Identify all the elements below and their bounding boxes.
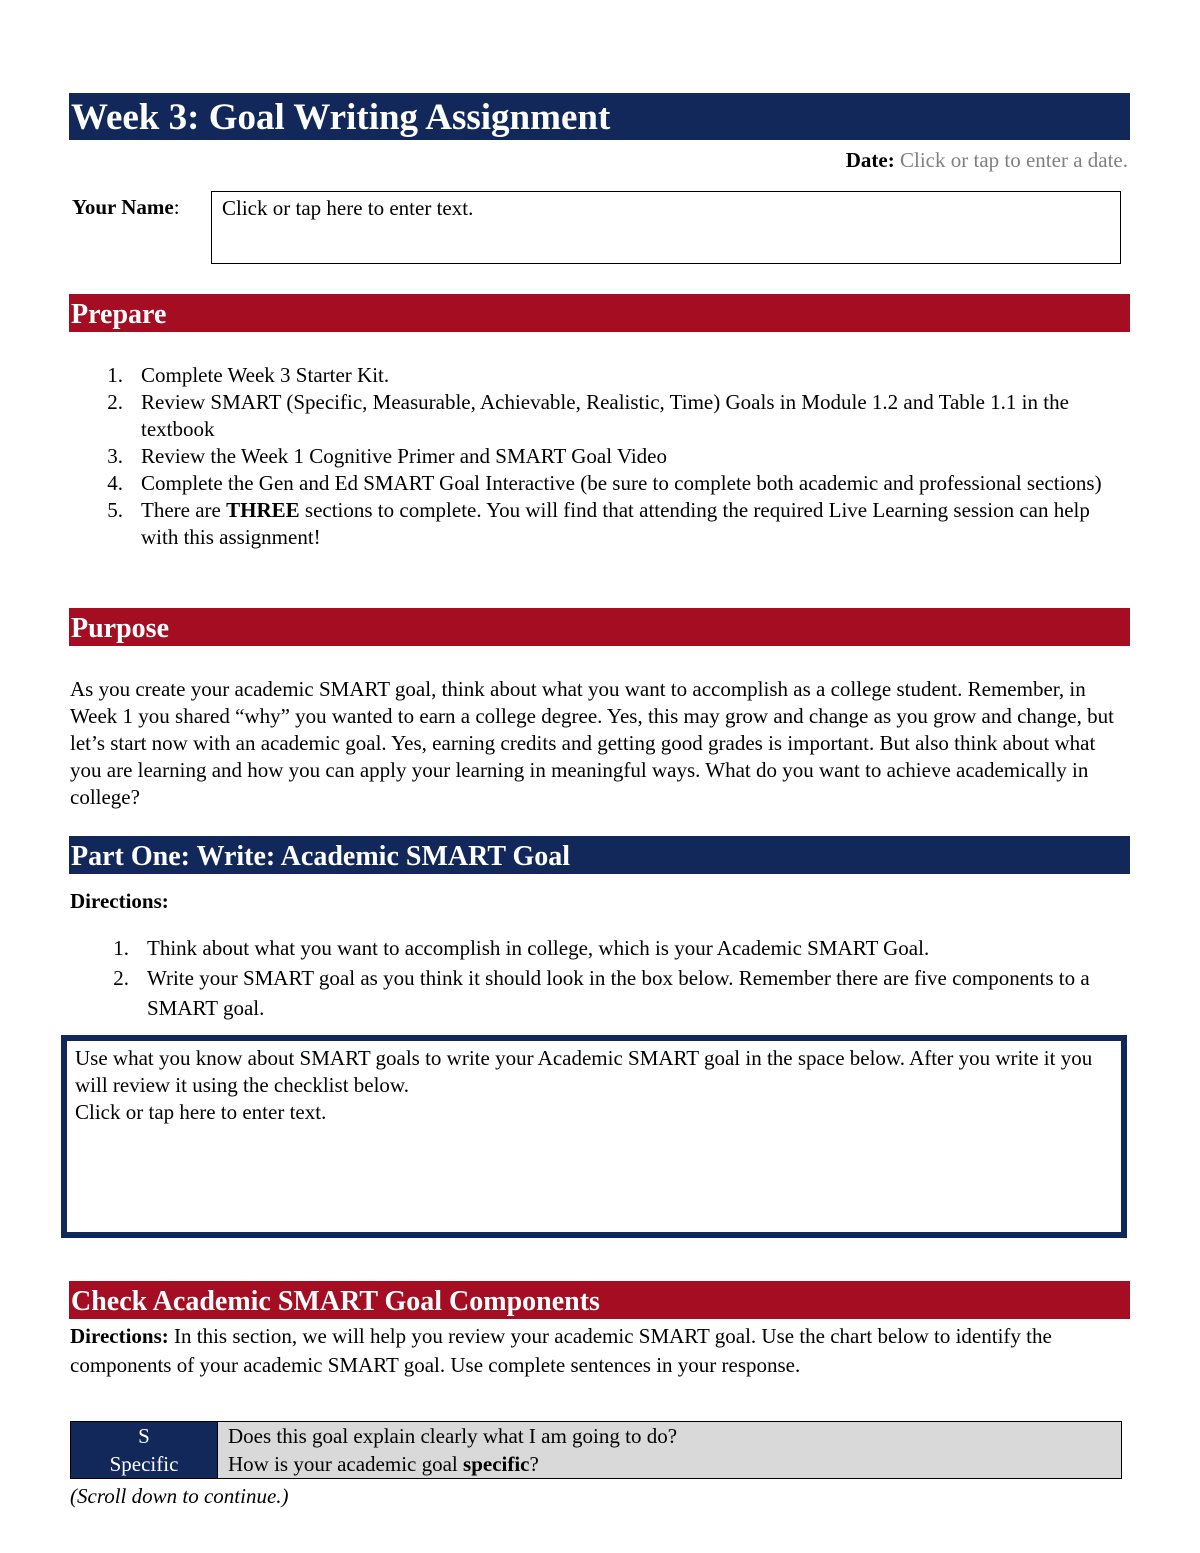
scroll-note: (Scroll down to continue.): [70, 1484, 289, 1508]
list-item-text-bold: THREE: [226, 498, 300, 522]
name-label-colon: :: [173, 195, 180, 219]
smart-question-1: Does this goal explain clearly what I am going to do?: [228, 1424, 678, 1448]
academic-goal-input[interactable]: Click or tap here to enter text.: [75, 1100, 327, 1124]
list-item-text: Review the Week 1 Cognitive Primer and SMART Goal Video: [141, 444, 667, 468]
name-input[interactable]: Click or tap here to enter text.: [211, 191, 1121, 264]
prepare-list: [72, 362, 1130, 551]
page-title: Week 3: Goal Writing Assignment: [69, 93, 1130, 140]
list-item: [72, 443, 1130, 470]
smart-word: Specific: [109, 1452, 179, 1476]
check-directions: [70, 1322, 1130, 1380]
list-item: [72, 963, 1130, 1023]
smart-letter: S: [138, 1424, 150, 1448]
smart-question-2-end: ?: [529, 1452, 539, 1476]
list-number: 2.: [113, 966, 129, 990]
smart-components-table: [70, 1421, 1122, 1479]
smart-letter-cell: [71, 1422, 218, 1479]
purpose-heading: Purpose: [69, 608, 1130, 646]
list-item: [72, 497, 1130, 551]
list-item: [72, 933, 1130, 963]
list-number: 4.: [107, 471, 123, 495]
part-one-heading: Part One: Write: Academic SMART Goal: [69, 836, 1130, 874]
date-row: [846, 147, 1128, 174]
list-item: [72, 362, 1130, 389]
list-number: 2.: [107, 390, 123, 414]
part-one-directions-label: Directions:: [70, 889, 169, 913]
goal-box-instructions: Use what you know about SMART goals to write your Academic SMART goal in the space below. After you write it you will review it using the checklist below.: [75, 1046, 1093, 1097]
list-item: [72, 389, 1130, 443]
date-label: Date:: [845, 148, 895, 172]
name-label-text: Your Name: [72, 195, 174, 219]
date-picker-field[interactable]: Click or tap to enter a date.: [900, 148, 1128, 172]
list-item: [72, 470, 1130, 497]
list-item-text-end: sections to complete. You will find that attending the required Live Learning session can help with this assignment!: [141, 498, 1090, 549]
prepare-heading: Prepare: [69, 294, 1130, 332]
list-number: 1.: [113, 936, 129, 960]
check-directions-label: Directions:: [70, 1324, 169, 1348]
list-item-text: Think about what you want to accomplish in college, which is your Academic SMART Goal.: [147, 936, 930, 960]
list-item-text: Write your SMART goal as you think it should look in the box below. Remember there are five components to a SMART goal.: [147, 966, 1090, 1020]
list-item-text-start: There are: [141, 498, 227, 522]
list-item-text: Complete the Gen and Ed SMART Goal Interactive (be sure to complete both academic and professional sections): [141, 471, 1102, 495]
name-label: [72, 194, 180, 221]
list-item-text: Review SMART (Specific, Measurable, Achievable, Realistic, Time) Goals in Module 1.2 and Table 1.1 in the textbook: [141, 390, 1069, 441]
part-one-list: [72, 933, 1130, 1023]
check-components-heading: Check Academic SMART Goal Components: [69, 1281, 1130, 1319]
smart-question-2: [228, 1450, 1121, 1478]
list-item-text: Complete Week 3 Starter Kit.: [141, 363, 390, 387]
academic-goal-box: [61, 1035, 1127, 1238]
list-number: 5.: [107, 498, 123, 522]
list-number: 3.: [107, 444, 123, 468]
list-number: 1.: [107, 363, 123, 387]
smart-question-2-bold: specific: [463, 1452, 530, 1476]
smart-question-cell: [218, 1422, 1122, 1479]
smart-question-2-start: How is your academic goal: [228, 1452, 464, 1476]
purpose-paragraph: As you create your academic SMART goal, think about what you want to accomplish as a college student. Remember, in Week 1 you shared “why” you wanted to earn a college degree. Yes, this may grow and change as you grow and change, but let’s start now with an academic goal. Yes, earning credits and getting good grades is important. But also think about what you are learning and how you can apply your learning in meaningful ways. What do you want to achieve academically in college?: [70, 677, 1114, 809]
check-directions-text: In this section, we will help you review your academic SMART goal. Use the chart below to identify the components of your academic SMART goal. Use complete sentences in your response.: [70, 1324, 1052, 1377]
table-row: [71, 1422, 1122, 1479]
